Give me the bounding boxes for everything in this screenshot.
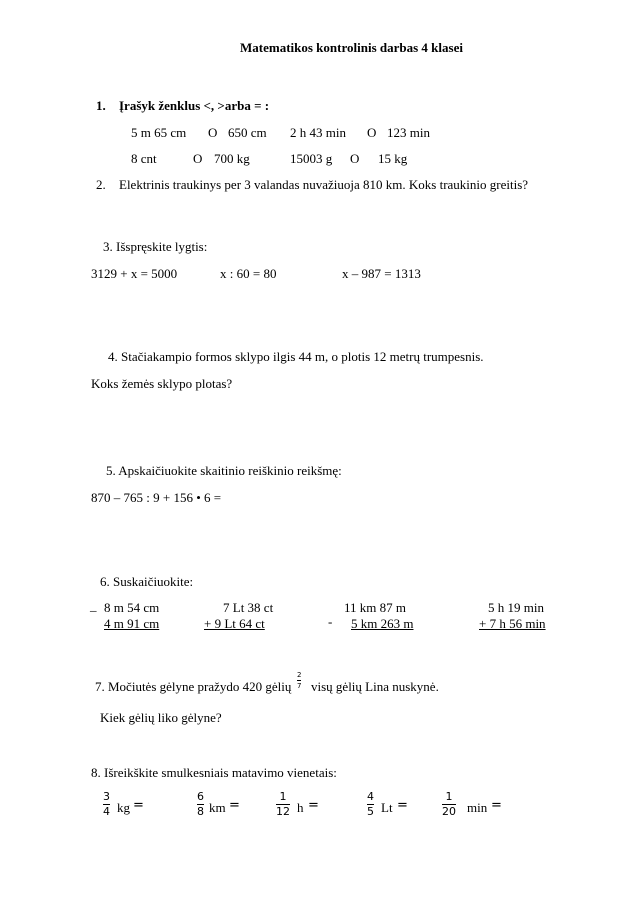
task7-frac-num: 2 [297, 671, 302, 679]
task8-item2-den: 8 [197, 805, 204, 818]
task8-item2-eq: = [229, 798, 240, 813]
page-title: Matematikos kontrolinis darbas 4 klasei [240, 40, 463, 55]
task2-text: Elektrinis traukinys per 3 valandas nuvažiuoja 810 km. Koks traukinio greitis? [119, 177, 529, 192]
task6-col1-top: 8 m 54 cm [104, 600, 160, 615]
task8-item1-unit: kg [117, 800, 130, 815]
task8-item5-den: 20 [442, 805, 456, 818]
task8-item3-fraction [276, 791, 290, 818]
task6-col3-bottom: 5 km 263 m [351, 616, 414, 631]
task8-item3-eq: = [308, 798, 319, 813]
task4-line1: 4. Stačiakampio formos sklypo ilgis 44 m, o plotis 12 metrų trumpesnis. [108, 349, 484, 364]
task8-item5-fraction [442, 791, 456, 818]
task6-heading: 6. Suskaičiuokite: [100, 574, 194, 589]
task8-item4-den: 5 [367, 805, 374, 818]
task6-col3-sign: - [328, 614, 333, 629]
task1-r2-b: 700 kg [214, 151, 250, 166]
task6-col4-bottom: + 7 h 56 min [479, 616, 546, 631]
task8-item3-den: 12 [276, 805, 290, 818]
task8-item3-unit: h [297, 800, 304, 815]
task7-text-after: visų gėlių Lina nuskynė. [311, 679, 439, 694]
task4-line2: Koks žemės sklypo plotas? [91, 376, 233, 391]
task1-r2-circle2: O [350, 151, 360, 166]
task8-item1-den: 4 [103, 805, 110, 818]
task1-r2-circle1: O [193, 151, 203, 166]
task1-r1-a: 5 m 65 cm [131, 125, 187, 140]
task6-col2-top: 7 Lt 38 ct [223, 600, 274, 615]
task1-r1-c: 2 h 43 min [290, 125, 346, 140]
task3-eq3: x – 987 = 1313 [342, 266, 421, 281]
task2-number: 2. [96, 177, 106, 192]
task8-item1-eq: = [133, 798, 144, 813]
task8-item1-fraction [103, 791, 110, 818]
task3-heading: 3. Išspręskite lygtis: [103, 239, 208, 254]
task1-r1-b: 650 cm [228, 125, 267, 140]
task1-r2-c: 15003 g [290, 151, 333, 166]
task7-frac-den: 7 [297, 682, 302, 690]
task5-heading: 5. Apskaičiuokite skaitinio reiškinio reikšmę: [106, 463, 342, 478]
task1-heading: Įrašyk ženklus <, >arba = : [119, 98, 270, 113]
task8-item5-num: 1 [445, 790, 453, 803]
task1-r1-circle1: O [208, 125, 218, 140]
task6-col1-bottom: 4 m 91 cm [104, 616, 160, 631]
task7-text-before: 7. Močiutės gėlyne pražydo 420 gėlių [95, 679, 292, 694]
task8-item5-unit: min [467, 800, 488, 815]
task1-r1-d: 123 min [387, 125, 430, 140]
task8-item2-unit: km [209, 800, 226, 815]
task6-col2-bottom: + 9 Lt 64 ct [204, 616, 265, 631]
task5-expression: 870 – 765 : 9 + 156 • 6 = [91, 490, 222, 505]
task6-col4-top: 5 h 19 min [488, 600, 544, 615]
task7-question: Kiek gėlių liko gėlyne? [100, 710, 222, 725]
task1-r2-d: 15 kg [378, 151, 408, 166]
task8-item4-num: 4 [367, 790, 374, 803]
task8-item1-num: 3 [103, 790, 110, 803]
task6-col3-top: 11 km 87 m [344, 600, 406, 615]
task7-frac-bar [297, 680, 301, 681]
task8-item5-eq: = [491, 798, 502, 813]
task8-item3-num: 1 [279, 790, 287, 803]
task6-col1-sign: _ [90, 598, 97, 613]
task3-eq1: 3129 + x = 5000 [91, 266, 178, 281]
task8-item2-fraction [197, 791, 204, 818]
task3-eq2: x : 60 = 80 [220, 266, 277, 281]
task7-fraction [297, 671, 301, 690]
task1-r1-circle2: O [367, 125, 377, 140]
task1-r2-a: 8 cnt [131, 151, 157, 166]
task8-item4-fraction [367, 791, 374, 818]
task8-heading: 8. Išreikškite smulkesniais matavimo vienetais: [91, 765, 337, 780]
task8-item4-eq: = [397, 798, 408, 813]
task1-number: 1. [96, 98, 106, 113]
task8-item2-num: 6 [197, 790, 204, 803]
task8-item4-unit: Lt [381, 800, 393, 815]
